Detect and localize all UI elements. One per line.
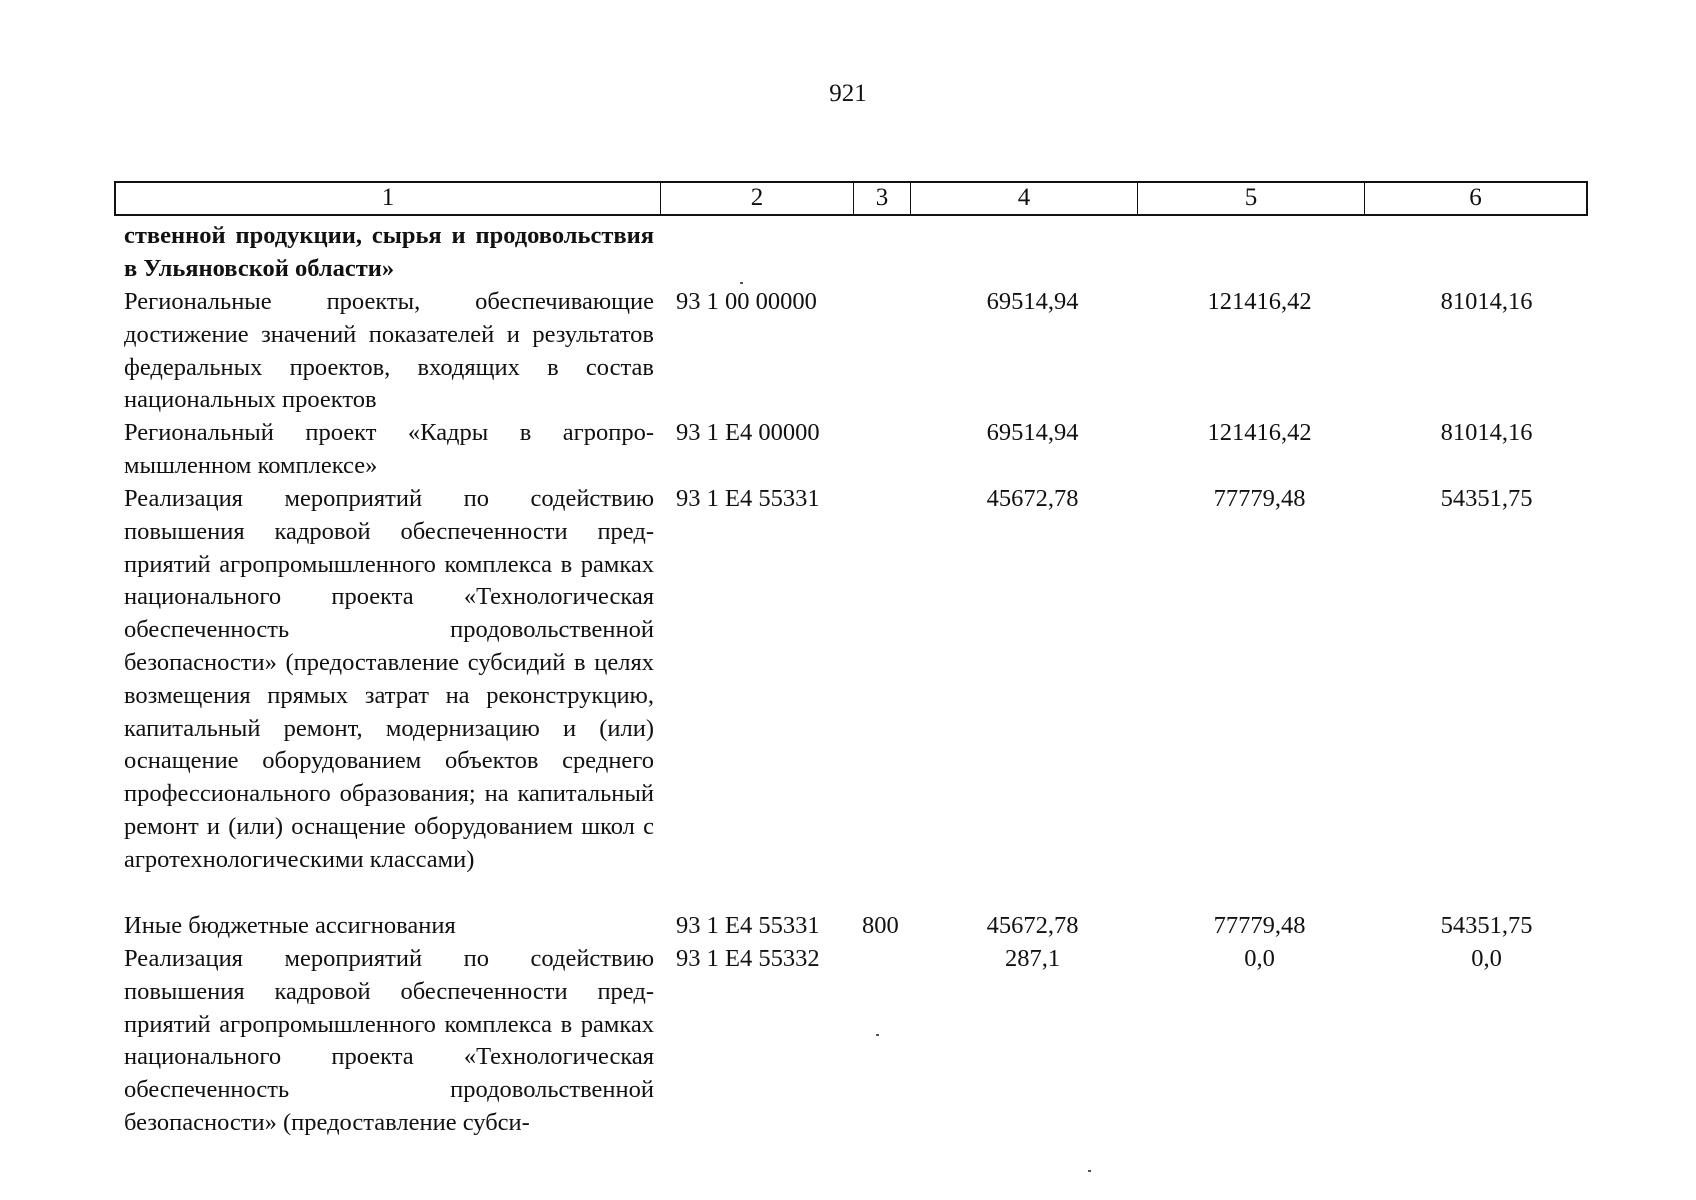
table-header <box>114 181 1588 216</box>
row-description: Реализация мероприятий по содействию повышения кадровой обеспеченности предприятий агропромышленного комплекса в рамках национального проекта «Технологическая обеспеченность продовольственной безопасности» (предоставление субси- <box>124 945 654 1136</box>
row-code: 93 1 00 00000 <box>676 288 817 315</box>
row-description: Иные бюджетные ассигнования <box>124 912 456 939</box>
table-body <box>124 220 1584 1140</box>
row-code: 93 1 Е4 00000 <box>676 419 820 446</box>
page-number: 921 <box>829 80 867 107</box>
row-value-col5: 0,0 <box>1244 945 1275 972</box>
row-value-col5: 121416,42 <box>1207 419 1312 446</box>
table-row <box>124 483 1584 910</box>
table-row <box>124 220 1584 286</box>
row-value-col4: 45672,78 <box>986 912 1079 939</box>
row-description: Реализация мероприятий по содействию повышения кадровой обеспеченности предприятий агропромышленного комплекса в рамках национального проекта «Технологическая обеспеченность продовольственной безопасности» (предоставление субсидий в целях возмещения прямых затрат на реконструкцию, капитальный ремонт, модернизацию и (или) оснащение оборудованием объектов среднего профессионального образования; на капитальный ремонт и (или) оснащение оборудованием школ с агротехнологическими классами) <box>124 485 654 873</box>
table-row <box>124 910 1584 943</box>
scan-speck <box>876 1034 879 1036</box>
row-value-col6: 0,0 <box>1471 945 1502 972</box>
scan-speck <box>1088 1170 1091 1172</box>
column-header-6: 6 <box>1469 184 1482 211</box>
scan-speck <box>740 282 743 284</box>
row-value-col4: 287,1 <box>1004 945 1061 972</box>
row-value-col5: 77779,48 <box>1213 912 1306 939</box>
column-header-1: 1 <box>116 183 661 214</box>
row-value-col6: 54351,75 <box>1440 485 1533 512</box>
row-value-col4: 69514,94 <box>986 419 1079 446</box>
row-value-col5: 121416,42 <box>1207 288 1312 315</box>
row-description: Региональный проект «Кадры в агропромышленном комплексе» <box>124 419 654 479</box>
row-expense-type: 800 <box>862 912 899 939</box>
column-header-2: 2 <box>661 183 854 214</box>
row-value-col6: 81014,16 <box>1440 419 1533 446</box>
row-value-col6: 81014,16 <box>1440 288 1533 315</box>
row-code: 93 1 Е4 55332 <box>676 945 820 972</box>
table-row <box>124 417 1584 483</box>
row-code: 93 1 Е4 55331 <box>676 485 820 512</box>
table-row <box>124 943 1584 1140</box>
column-header-4: 4 <box>911 183 1138 214</box>
row-value-col4: 69514,94 <box>986 288 1079 315</box>
column-header-3: 3 <box>854 183 911 214</box>
column-header-5: 5 <box>1138 183 1365 214</box>
row-description: ственной продукции, сырья и продовольствия в Ульяновской области» <box>124 222 654 282</box>
row-value-col5: 77779,48 <box>1213 485 1306 512</box>
row-value-col4: 45672,78 <box>986 485 1079 512</box>
table-row <box>124 286 1584 417</box>
row-code: 93 1 Е4 55331 <box>676 912 820 939</box>
row-value-col6: 54351,75 <box>1440 912 1533 939</box>
row-description: Региональные проекты, обеспечивающие достижение значений показателей и результатов федеральных проектов, входящих в состав национальных проектов <box>124 288 654 414</box>
